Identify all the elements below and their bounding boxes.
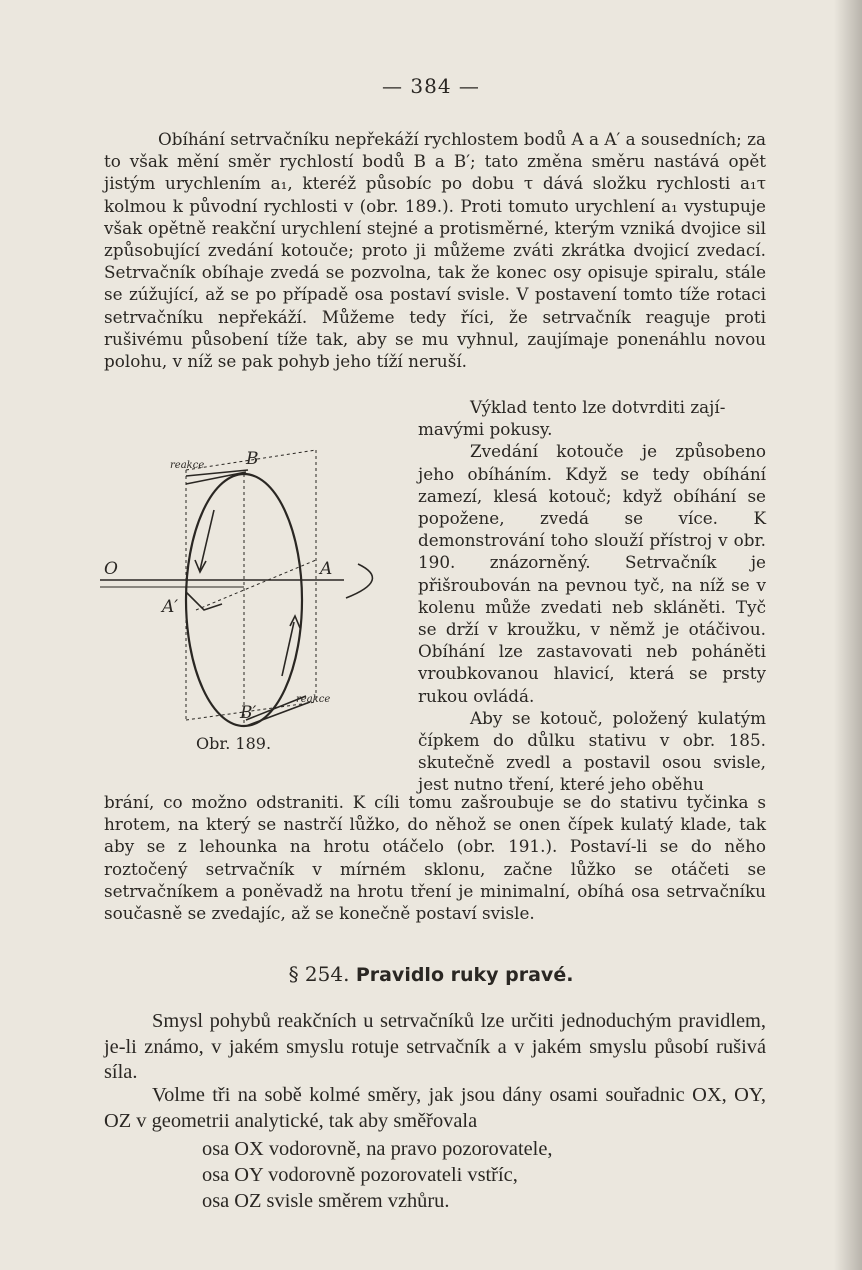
paragraph-4: Smysl pohybů reakčních u setrvačníků lze určiti jednoduchým pravidlem, je-li známo, v jakém smyslu rotuje setrvačník a v jakém smyslu působí rušivá síla. bbox=[104, 1010, 766, 1083]
gyroscope-diagram bbox=[96, 440, 416, 740]
label-reakce-bottom: reakce bbox=[296, 694, 331, 705]
paragraph-5: Volme tři na sobě kolmé směry, jak jsou dány osami souřadnic OX, OY, OZ v geometrii analytické, tak aby směřovala bbox=[104, 1084, 766, 1132]
paragraph-2-line-1: Výklad tento lze dotvrditi zají- bbox=[470, 397, 726, 417]
figure-caption: Obr. 189. bbox=[196, 734, 272, 753]
paragraph-aby-se-kotouc: Aby se kotouč, položený kulatým čípkem do důlku stativu v obr. 185. skutečně zvedl a postavil osou svisle, jest nutno tření, které jeho oběhu bbox=[418, 707, 766, 795]
section-title: Pravidlo ruky pravé. bbox=[355, 964, 574, 986]
section-number: § 254. bbox=[288, 962, 350, 986]
figure-189 bbox=[96, 440, 416, 740]
axis-oz-line: osa OZ svisle směrem vzhůru. bbox=[202, 1190, 450, 1212]
page-number: — 384 — bbox=[382, 74, 480, 98]
label-A-prime: A′ bbox=[162, 597, 179, 617]
label-A: A bbox=[320, 559, 333, 579]
label-O: O bbox=[104, 559, 118, 579]
axis-ox-line: osa OX vodorovně, na pravo pozorovatele, bbox=[202, 1138, 553, 1160]
label-B-prime: B′ bbox=[240, 703, 257, 723]
section-heading bbox=[0, 962, 862, 986]
axis-oy-line: osa OY vodorovně pozorovateli vstříc, bbox=[202, 1164, 518, 1186]
label-reakce-top: reakce bbox=[170, 460, 205, 471]
paragraph-zvedani: Zvedání kotouče je způsobeno jeho obíháním. Když se tedy obíhání zamezí, klesá kotouč; když obíhání se popožene, zvedá se více. K demonstrování toho slouží přístroj v obr. 190. znázorněný. Setrvačník je přišroubován na pevnou tyč, na níž se v kolenu může zvedati neb skláněti. Tyč se drží v kroužku, v němž je otáčivou. Obíhání lze zastavovati neb poháněti vroubkovanou hlavicí, která se prsty rukou ovládá. bbox=[418, 441, 766, 706]
page-edge-shadow bbox=[834, 0, 862, 1270]
paragraph-2-side bbox=[418, 396, 766, 796]
paragraph-2-line-2: mavými pokusy. bbox=[418, 419, 553, 440]
paragraph-1: Obíhání setrvačníku nepřekáží rychlostem bodů A a A′ a sousedních; za to však mění směr rychlostí bodů B a B′; tato změna směru nastává opět jistým urychlením a₁, kteréž působíc po dobu τ dává složku rychlosti a₁τ kolmou k původní rychlosti v (obr. 189.). Proti tomuto urychlení a₁ vystupuje však opětně reakční urychlení stejné a protisměrné, kterým vzniká dvojice sil způsobující zvedání kotouče; proto ji můžeme zváti zkrátka dvojicí zvedací. Setrvačník obíhaje zvedá se pozvolna, tak že konec osy opisuje spiralu, stále se zúžující, až se po případě osa postaví svisle. V postavení tomto tíže rotaci setrvačníku nepřekáží. Můžeme tedy říci, že setrvačník reaguje proti rušivému působení tíže tak, aby se mu vyhnul, zaujímaje ponenáhlu novou polohu, v níž se pak pohyb jeho tíží neruší. bbox=[104, 129, 766, 372]
paragraph-3-continued: brání, co možno odstraniti. K cíli tomu zašroubuje se do stativu tyčinka s hrotem, na který se nastrčí lůžko, do něhož se onen čípek kulatý klade, tak aby se z lehounka na hrotu otáčelo (obr. 191.). Postaví-li se do něho roztočený setrvačník v mírném sklonu, začne lůžko se otáčeti se setrvačníkem a poněvadž na hrotu tření je minimalní, obíhá osa setrvačníku současně se zvedajíc, až se konečně postaví svisle. bbox=[104, 792, 766, 924]
label-B: B bbox=[246, 449, 259, 469]
